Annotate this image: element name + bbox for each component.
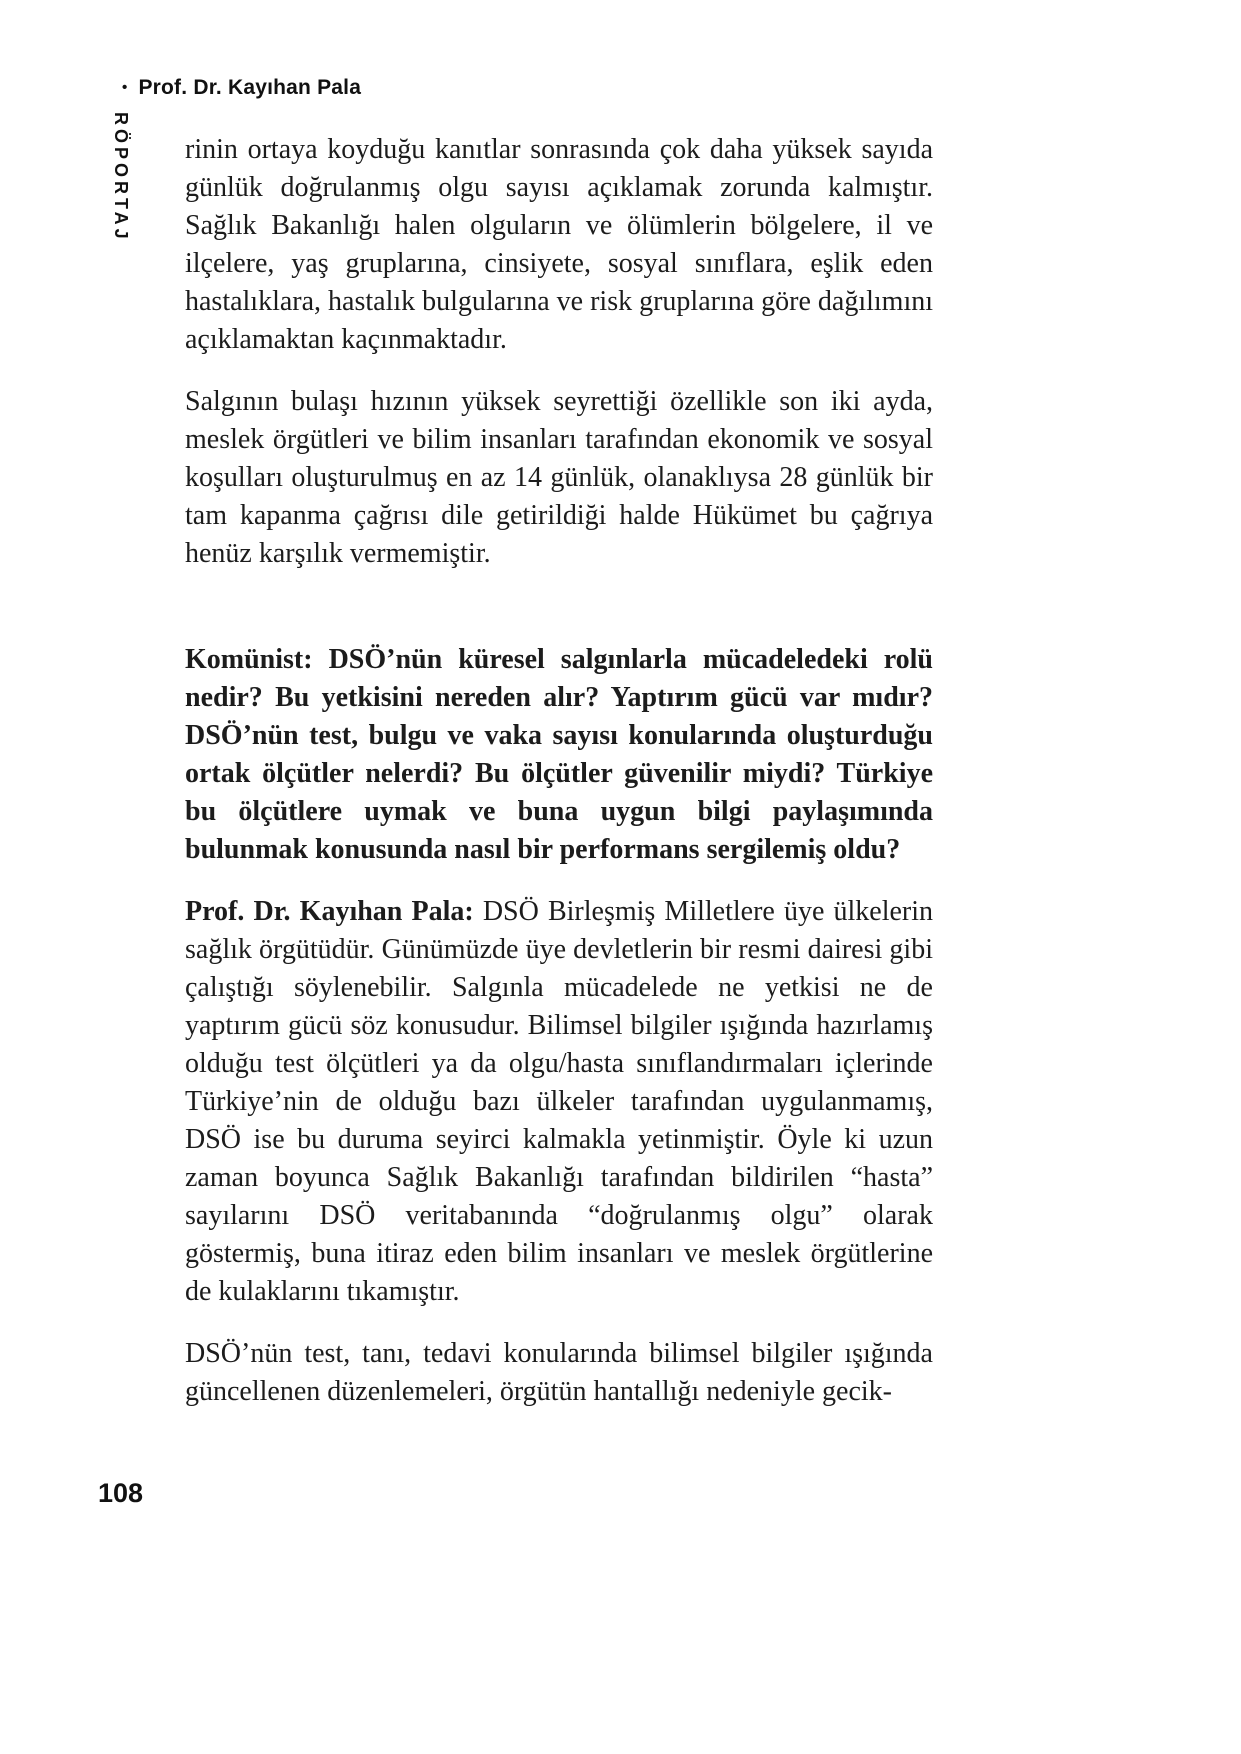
- body-text-column: [185, 131, 933, 1411]
- section-label-roportaj: RÖPORTAJ: [111, 112, 131, 243]
- paragraph-body: DSÖ’nün test, tanı, tedavi konularında bilimsel bilgiler ışığında güncellenen düzenlemeleri, örgütün hantallığı nedeniyle gecik-: [185, 1338, 933, 1407]
- bullet-icon: •: [122, 78, 128, 96]
- running-header: [122, 76, 361, 100]
- running-header-author: Prof. Dr. Kayıhan Pala: [138, 76, 362, 99]
- interview-answer: [185, 893, 933, 1311]
- answer-text: DSÖ Birleşmiş Milletlere üye ülkelerin sağlık örgütüdür. Günümüzde üye devletlerin bir resmi dairesi gibi çalıştığı söylenebilir. Salgınla mücadelede ne yetkisi ne de yaptırım gücü söz konusudur. Bilimsel bilgiler ışığında hazırlamış olduğu test ölçütleri ya da olgu/hasta sınıflandırmaları içlerinde Türkiye’nin de olduğu bazı ülkeler tarafından uygulanmamış, DSÖ ise bu duruma seyirci kalmakla yetinmiştir. Öyle ki uzun zaman boyunca Sağlık Bakanlığı tarafından bildirilen “hasta” sayılarını DSÖ veritabanında “doğrulanmış olgu” olarak göstermiş, buna itiraz eden bilim insanları ve meslek örgütlerine de kulaklarını tıkamıştır.: [185, 896, 934, 1307]
- answer-speaker-label: Prof. Dr. Kayıhan Pala:: [185, 896, 474, 927]
- paragraph-continuation: rinin ortaya koyduğu kanıtlar sonrasında çok daha yüksek sayıda günlük doğrulanmış olgu sayısı açıklamak zorunda kalmıştır. Sağlık Bakanlığı halen olguların ve ölümlerin bölgelere, il ve ilçelere, yaş gruplarına, cinsiyete, sosyal sınıflara, eşlik eden hastalıklara, hastalık bulgularına ve risk gruplarına göre dağılımını açıklamaktan kaçınmaktadır.: [185, 134, 934, 355]
- interview-question-text: Komünist: DSÖ’nün küresel salgınlarla mücadeledeki rolü nedir? Bu yetkisini nereden alır? Yaptırım gücü var mıdır? DSÖ’nün test, bulgu ve vaka sayısı konularında oluşturduğu ortak ölçütler nelerdi? Bu ölçütler güvenilir miydi? Türkiye bu ölçütlere uymak ve buna uygun bilgi paylaşımında bulunmak konusunda nasıl bir performans sergilemiş oldu?: [185, 644, 933, 865]
- page-number: 108: [98, 1478, 144, 1508]
- interview-question: [185, 641, 933, 869]
- paragraph-body: Salgının bulaşı hızının yüksek seyrettiği özellikle son iki ayda, meslek örgütleri ve bilim insanları tarafından ekonomik ve sosyal koşulları oluşturulmuş en az 14 günlük, olanaklıysa 28 günlük bir tam kapanma çağrısı dile getirildiği halde Hükümet bu çağrıya henüz karşılık vermemiştir.: [185, 386, 933, 569]
